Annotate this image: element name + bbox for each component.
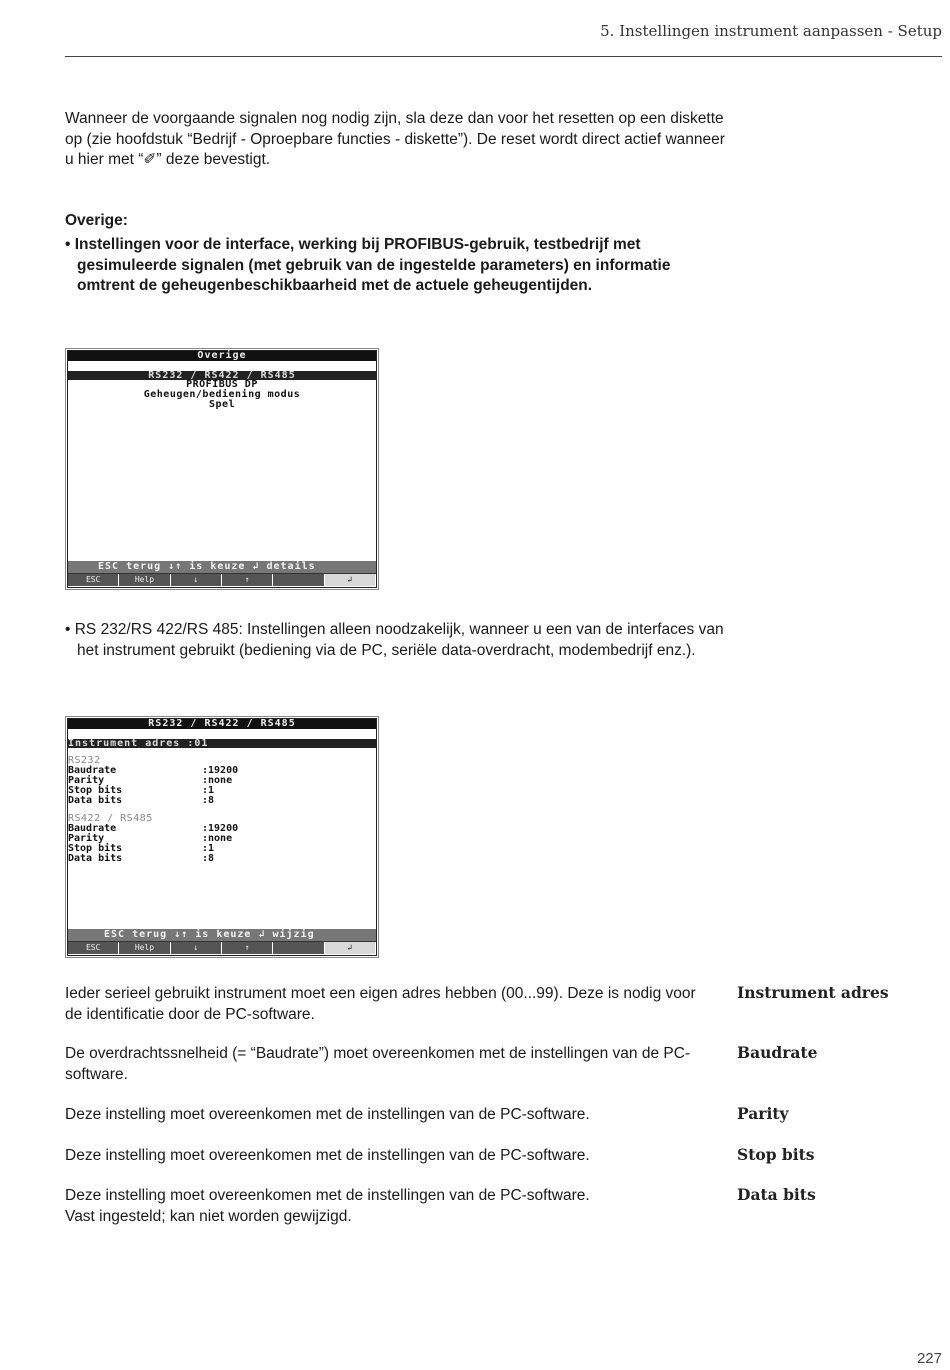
label-data-bits: Data bits: [737, 1185, 816, 1204]
softkey-help[interactable]: Help: [119, 942, 170, 954]
rs422-group-label: RS422 / RS485: [68, 813, 153, 824]
page-number: 227: [916, 1350, 942, 1367]
setting-row: [68, 796, 376, 806]
screen-menu-item[interactable]: Spel: [208, 399, 236, 410]
desc-parity: Deze instelling moet overeenkomen met de instellingen van de PC-software.: [65, 1106, 590, 1123]
setting-key: Stop bits: [68, 843, 123, 854]
setting-key: Stop bits: [68, 785, 123, 796]
overige-bullet: • Instellingen voor de interface, werking bij PROFIBUS-gebruik, testbedrijf met gesimuleerde signalen (met gebruik van de ingestelde parameters) en informatie omtrent de geheugenbeschikbaarheid met de actuele geheugentijden.: [65, 236, 671, 294]
softkey-bar: [68, 573, 376, 587]
setting-value[interactable]: :1: [202, 843, 215, 854]
setting-key: Parity: [68, 775, 105, 786]
screen-status-bar: ESC terug ↓↑ is keuze ↲ wijzig: [68, 929, 376, 941]
label-baudrate: Baudrate: [737, 1043, 818, 1062]
intro-paragraph: Wanneer de voorgaande signalen nog nodig zijn, sla deze dan voor het resetten op een diskette op (zie hoofdstuk “Bedrijf - Oproepbare functies - diskette”). De reset wordt direct actief wanneer u hier met “✐” deze bevestigt.: [65, 110, 725, 168]
setting-value[interactable]: :none: [202, 833, 233, 844]
setting-value[interactable]: :19200: [202, 765, 239, 776]
device-screen-rs: [65, 716, 379, 958]
header-divider: [65, 56, 942, 57]
screen-menu-item[interactable]: Geheugen/bediening modus: [143, 389, 301, 400]
label-parity: Parity: [737, 1104, 789, 1123]
device-screen-overige: [65, 348, 379, 590]
desc-instrument-adres: Ieder serieel gebruikt instrument moet een eigen adres hebben (00...99). Deze is nodig voor de identificatie door de PC-software.: [65, 985, 696, 1023]
softkey-up[interactable]: ↑: [222, 574, 273, 586]
setting-key: Data bits: [68, 853, 123, 864]
desc-baudrate: De overdrachtssnelheid (= “Baudrate”) moet overeenkomen met de instellingen van de PC-software.: [65, 1045, 691, 1083]
rs232-group-label: RS232: [68, 755, 101, 766]
softkey-esc[interactable]: ESC: [68, 942, 119, 954]
softkey-blank[interactable]: [273, 574, 324, 586]
setting-value[interactable]: :19200: [202, 823, 239, 834]
label-instrument-adres: Instrument adres: [737, 983, 889, 1002]
page-header-title: 5. Instellingen instrument aanpassen - Setup: [600, 22, 942, 40]
softkey-enter[interactable]: ↲: [325, 942, 376, 954]
desc-data-bits-note: Vast ingesteld; kan niet worden gewijzigd.: [65, 1208, 352, 1225]
screen-menu-item[interactable]: PROFIBUS DP: [186, 379, 258, 390]
softkey-bar: [68, 941, 376, 955]
setting-row: [68, 854, 376, 864]
softkey-down[interactable]: ↓: [171, 574, 222, 586]
screen-selected-item[interactable]: RS232 / RS422 / RS485: [68, 371, 376, 380]
setting-value[interactable]: :1: [202, 785, 215, 796]
screen-title: RS232 / RS422 / RS485: [68, 719, 376, 729]
desc-stop-bits: Deze instelling moet overeenkomen met de instellingen van de PC-software.: [65, 1147, 590, 1164]
softkey-enter[interactable]: ↲: [325, 574, 376, 586]
softkey-help[interactable]: Help: [119, 574, 170, 586]
softkey-down[interactable]: ↓: [171, 942, 222, 954]
setting-key: Baudrate: [68, 765, 117, 776]
label-stop-bits: Stop bits: [737, 1145, 815, 1164]
softkey-esc[interactable]: ESC: [68, 574, 119, 586]
setting-key: Baudrate: [68, 823, 117, 834]
softkey-up[interactable]: ↑: [222, 942, 273, 954]
screen-selected-item[interactable]: Instrument adres :01: [68, 739, 376, 748]
setting-key: Data bits: [68, 795, 123, 806]
screen-title: Overige: [68, 351, 376, 361]
softkey-blank[interactable]: [273, 942, 324, 954]
setting-value[interactable]: :8: [202, 795, 215, 806]
desc-data-bits: Deze instelling moet overeenkomen met de instellingen van de PC-software.: [65, 1187, 590, 1204]
setting-value[interactable]: :none: [202, 775, 233, 786]
setting-value[interactable]: :8: [202, 853, 215, 864]
rs-bullet-paragraph: • RS 232/RS 422/RS 485: Instellingen alleen noodzakelijk, wanneer u een van de interfaces van het instrument gebruikt (bediening via de PC, seriële data-overdracht, modembedrijf enz.).: [65, 621, 724, 659]
screen-status-bar: ESC terug ↓↑ is keuze ↲ details: [68, 561, 376, 573]
setting-key: Parity: [68, 833, 105, 844]
section-heading-overige: Overige:: [65, 212, 128, 229]
